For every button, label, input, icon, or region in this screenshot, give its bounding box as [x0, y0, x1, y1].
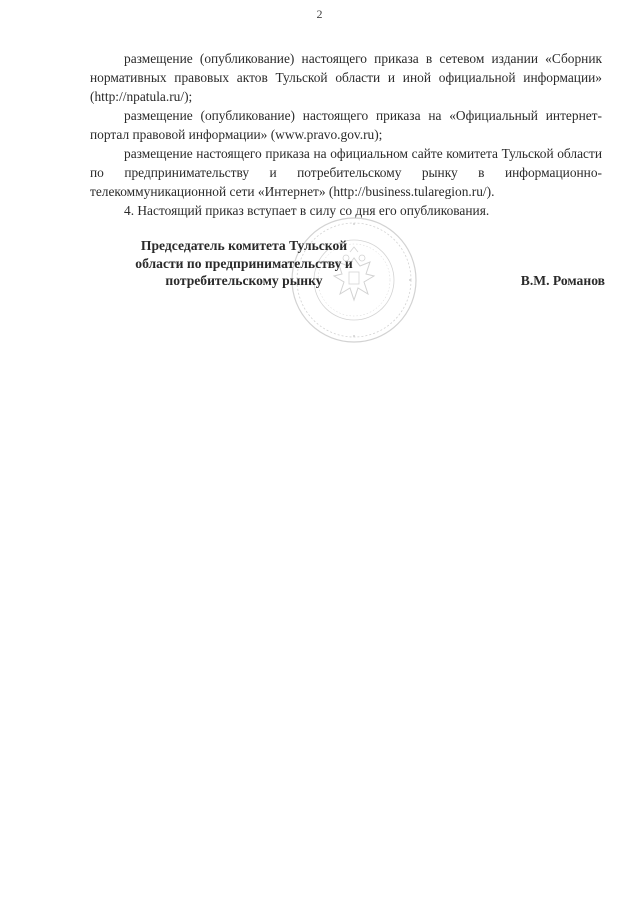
signatory-title-line-3: потребительскому рынку	[165, 273, 323, 288]
signatory-title-line-1: Председатель комитета Тульской	[140, 238, 348, 253]
paragraph-npatula-publication: размещение (опубликование) настоящего приказа в сетевом издании «Сборник нормативных правовых актов Тульской области и иной официальной информации» (http://npatula.ru/);	[90, 51, 602, 104]
document-body	[90, 49, 602, 220]
signatory-title	[84, 237, 404, 290]
signatory-name: В.М. Романов	[520, 273, 605, 288]
paragraph-committee-website-publication: размещение настоящего приказа на официальном сайте комитета Тульской области по предпринимательству и потребительскому рынку в информационно-телекоммуникационной сети «Интернет» (http://business.tularegion.ru/).	[90, 146, 602, 199]
signature-block	[70, 237, 605, 307]
paragraph-pravo-publication: размещение (опубликование) настоящего приказа на «Официальный интернет-портал правовой информации» (www.pravo.gov.ru);	[90, 108, 602, 142]
page-number: 2	[316, 7, 323, 21]
paragraph-entry-into-force: 4. Настоящий приказ вступает в силу со дня его опубликования.	[124, 203, 490, 218]
signatory-title-line-2: области по предпринимательству и	[135, 255, 353, 271]
